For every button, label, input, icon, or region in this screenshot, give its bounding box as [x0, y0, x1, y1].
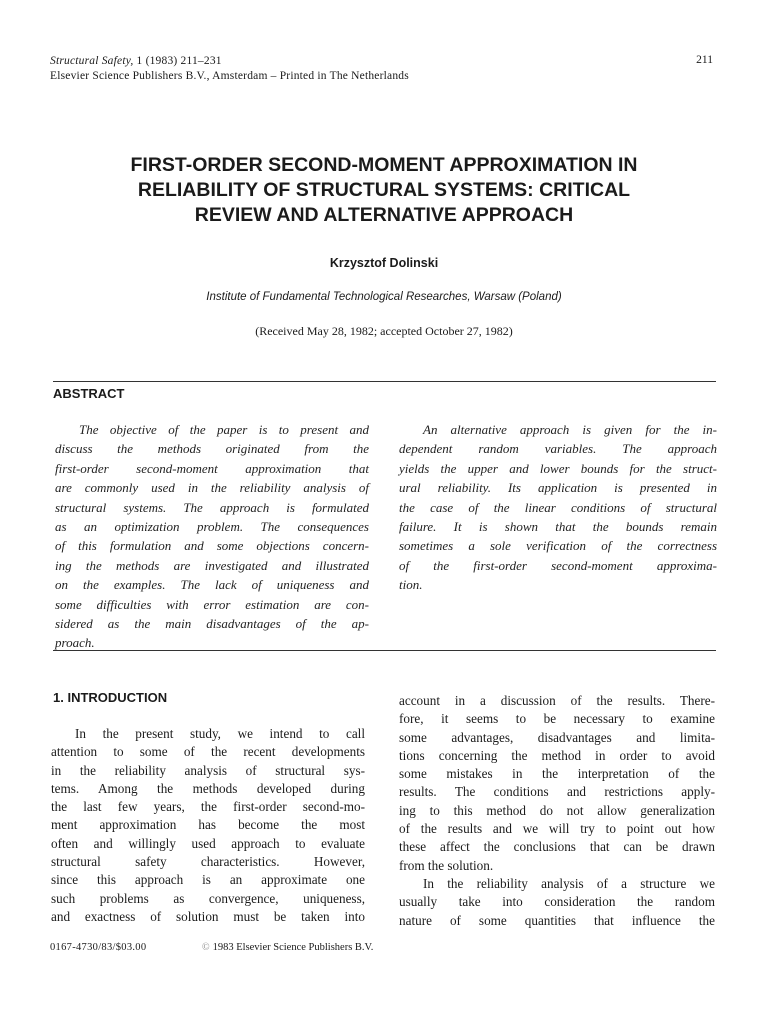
- body-line: structural safety characteristics. However,: [51, 854, 365, 870]
- abstract-line: are commonly used in the reliability analysis of: [55, 480, 369, 496]
- body-line: In the present study, we intend to call: [75, 726, 365, 741]
- abstract-line: An alternative approach is given for the in-: [423, 422, 717, 437]
- abstract-line: sometimes a sole verification of the correctness: [399, 538, 717, 554]
- body-line: usually take into consideration the random: [399, 894, 715, 910]
- intro-right-column: [399, 692, 715, 930]
- copyright-icon: ©: [202, 942, 210, 953]
- body-line: nature of some quantities that influence the: [399, 912, 715, 928]
- abstract-heading: ABSTRACT: [53, 386, 125, 401]
- page-number: 211: [696, 54, 713, 66]
- body-line: and exactness of solution must be taken into: [51, 908, 365, 924]
- issn-code: 0167-4730/83/$03.00: [50, 942, 147, 953]
- body-line: In the reliability analysis of a structure we: [423, 875, 715, 891]
- journal-volume: 1 (1983) 211–231: [133, 55, 222, 67]
- copyright-line: [202, 942, 373, 953]
- paper-title: [0, 153, 768, 228]
- title-line: REVIEW AND ALTERNATIVE APPROACH: [194, 204, 574, 226]
- abstract-line: ural reliability. Its application is presented in: [399, 480, 717, 496]
- publisher-line: Elsevier Science Publishers B.V., Amsterdam – Printed in The Netherlands: [50, 70, 409, 82]
- body-line: such problems as convergence, uniqueness,: [51, 890, 365, 906]
- abstract-line: dependent random variables. The approach: [399, 441, 717, 457]
- abstract-line: proach.: [55, 635, 95, 651]
- abstract-line: some difficulties with error estimation are con-: [55, 596, 369, 612]
- body-line: attention to some of the recent developments: [51, 744, 365, 760]
- body-line: since this approach is an approximate one: [51, 872, 365, 888]
- abstract-line: of the first-order second-moment approxima-: [399, 557, 717, 573]
- received-dates: (Received May 28, 1982; accepted October 27, 1982): [255, 324, 513, 338]
- intro-left-column: [51, 725, 365, 926]
- abstract-line: tion.: [399, 577, 423, 593]
- abstract-line: failure. It is shown that the bounds remain: [399, 519, 717, 535]
- section-heading-introduction: 1. INTRODUCTION: [53, 690, 168, 705]
- journal-citation: [50, 54, 409, 84]
- title-line: FIRST-ORDER SECOND-MOMENT APPROXIMATION IN: [130, 154, 638, 176]
- body-line: results. The conditions and restrictions apply-: [399, 784, 715, 800]
- abstract-bottom-rule: [53, 650, 716, 651]
- abstract-line: sidered as the main disadvantages of the ap-: [55, 616, 369, 632]
- abstract-line: on the examples. The lack of uniqueness and: [55, 577, 369, 593]
- body-line: the last few years, the first-order second-mo-: [51, 799, 365, 815]
- abstract-line: The objective of the paper is to present and: [79, 422, 369, 437]
- body-line: of the results and we will try to point out how: [399, 821, 715, 837]
- body-line: these affect the conclusions that can be drawn: [399, 839, 715, 855]
- abstract-line: as an optimization problem. The consequences: [55, 519, 369, 535]
- copyright-text: 1983 Elsevier Science Publishers B.V.: [212, 942, 374, 953]
- body-line: often and willingly used approach to evaluate: [51, 835, 365, 851]
- abstract-left-column: [55, 420, 369, 653]
- affiliation: Institute of Fundamental Technological Researches, Warsaw (Poland): [206, 291, 562, 303]
- body-line: ment approximation has become the most: [51, 817, 365, 833]
- body-line: ing to this method do not allow generalization: [399, 802, 715, 818]
- journal-name: Structural Safety,: [50, 55, 134, 67]
- abstract-line: yields the upper and lower bounds for the struct-: [399, 460, 717, 476]
- abstract-top-rule: [53, 381, 716, 382]
- abstract-line: of this formulation and some objections concern-: [55, 538, 369, 554]
- body-line: in the reliability analysis of structural sys-: [51, 762, 365, 778]
- body-line: some advantages, disadvantages and limita-: [399, 729, 715, 745]
- body-line: tions concerning the method in order to avoid: [399, 747, 715, 763]
- author-name: Krzysztof Dolinski: [329, 256, 439, 270]
- body-line: from the solution.: [399, 857, 494, 873]
- abstract-line: structural systems. The approach is formulated: [55, 499, 369, 515]
- body-line: tems. Among the methods developed during: [51, 780, 365, 796]
- abstract-line: ing the methods are investigated and illustrated: [55, 557, 369, 573]
- abstract-right-column: [399, 420, 717, 595]
- abstract-line: the case of the linear conditions of structural: [399, 499, 717, 515]
- abstract-line: first-order second-moment approximation that: [55, 460, 369, 476]
- body-line: some mistakes in the interpretation of the: [399, 766, 715, 782]
- body-line: account in a discussion of the results. There-: [399, 693, 715, 708]
- body-line: fore, it seems to be necessary to examine: [399, 711, 715, 727]
- abstract-line: discuss the methods originated from the: [55, 441, 369, 457]
- title-line: RELIABILITY OF STRUCTURAL SYSTEMS: CRITICAL: [137, 179, 631, 201]
